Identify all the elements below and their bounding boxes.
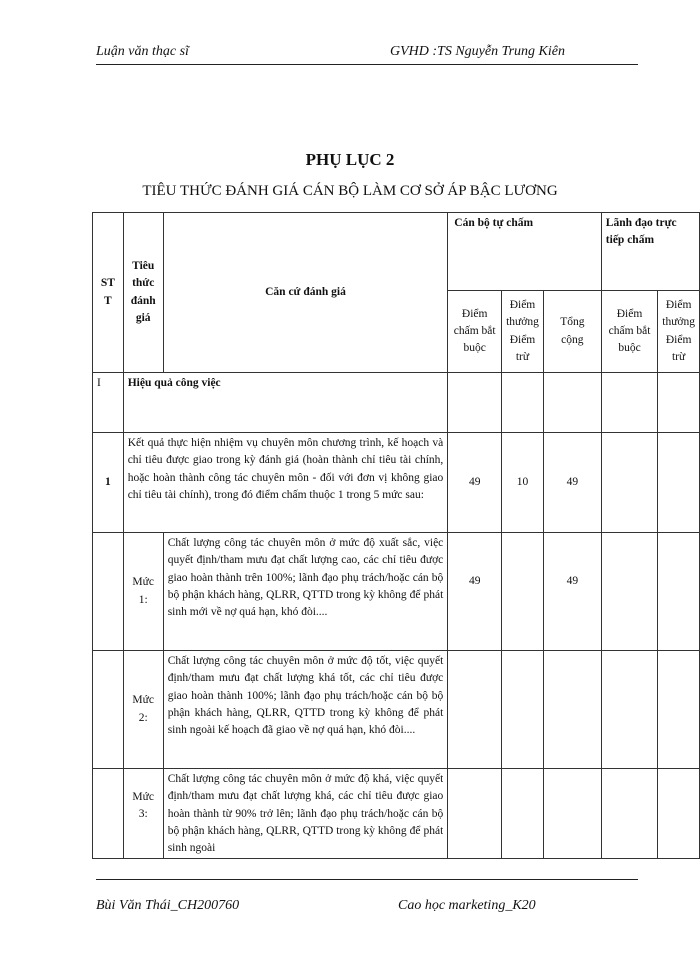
col-criteria-header: Tiêu thức đánh giá	[123, 213, 163, 373]
sub-leader-bonus-penalty: Điểm thưởng Điểm trừ	[658, 291, 700, 373]
level-total-score	[543, 651, 601, 769]
table-row	[93, 433, 700, 533]
level-label: Mức 3:	[123, 769, 163, 859]
empty-cell	[502, 373, 544, 433]
sub-mandatory-score: Điểm chấm bắt buộc	[448, 291, 502, 373]
empty-cell	[93, 651, 124, 769]
level-mandatory-score: 49	[448, 533, 502, 651]
empty-cell	[658, 533, 700, 651]
level-label: Mức 1:	[123, 533, 163, 651]
row-total-score: 49	[543, 433, 601, 533]
empty-cell	[601, 433, 657, 533]
header-thesis-label: Luận văn thạc sĩ	[96, 44, 189, 59]
empty-cell	[601, 651, 657, 769]
empty-cell	[448, 373, 502, 433]
col-stt-header: ST T	[93, 213, 124, 373]
row-number: 1	[93, 433, 124, 533]
row-basis-text: Kết quả thực hiện nhiệm vụ chuyên môn chương trình, kế hoạch và chỉ tiêu được giao trong kỳ đánh giá (hoàn thành chỉ tiêu tài chính, hoặc hoàn thành công tác chuyên môn - đối với đơn vị không giao chỉ tiêu tài chính), trong đó điểm chấm thuộc 1 trong 5 mức sau:	[123, 433, 448, 533]
level-text: Chất lượng công tác chuyên môn ở mức độ xuất sắc, việc quyết định/tham mưu đạt chất lượng cao, các chỉ tiêu được giao hoàn thành trên 100%; lãnh đạo phụ trách/hoặc cán bộ bộ phận khách hàng, QLRR, QTTD trong kỳ không để phát sinh mới về nợ quá hạn, khó đòi....	[163, 533, 448, 651]
col-basis-header: Căn cứ đánh giá	[163, 213, 448, 373]
header-advisor: GVHD :TS Nguyễn Trung Kiên	[390, 44, 565, 59]
level-bonus-score	[502, 533, 544, 651]
leader-score-group-header: Lãnh đạo trực tiếp chấm	[601, 213, 699, 291]
empty-cell	[93, 533, 124, 651]
empty-cell	[601, 769, 657, 859]
table-row	[93, 769, 700, 859]
page-subtitle: TIÊU THỨC ĐÁNH GIÁ CÁN BỘ LÀM CƠ SỞ ÁP BẬC LƯƠNG	[142, 183, 558, 199]
level-mandatory-score	[448, 651, 502, 769]
empty-cell	[601, 533, 657, 651]
level-bonus-score	[502, 769, 544, 859]
row-bonus-score: 10	[502, 433, 544, 533]
level-text-clip: Chất lượng công tác chuyên môn ở mức độ khá, việc quyết định/tham mưu đạt chất lượng khá, các chỉ tiêu được giao hoàn thành từ 90% trở lên; lãnh đạo phụ trách/hoặc cán bộ bộ phận khách hàng, QLRR, QTTD trong kỳ không để phát sinh ngoài	[167, 773, 444, 854]
footer-rule	[96, 879, 638, 880]
self-score-group-header: Cán bộ tự chấm	[448, 213, 602, 291]
empty-cell	[658, 373, 700, 433]
sub-leader-mandatory-score: Điểm chấm bắt buộc	[601, 291, 657, 373]
empty-cell	[658, 433, 700, 533]
empty-cell	[658, 769, 700, 859]
evaluation-table	[92, 212, 700, 859]
table-row	[93, 533, 700, 651]
row-mandatory-score: 49	[448, 433, 502, 533]
level-label: Mức 2:	[123, 651, 163, 769]
footer-author: Bùi Văn Thái_CH200760	[96, 898, 240, 913]
empty-cell	[93, 769, 124, 859]
sub-bonus-penalty: Điểm thưởng Điểm trừ	[502, 291, 544, 373]
section-number: I	[93, 373, 124, 433]
empty-cell	[658, 651, 700, 769]
empty-cell	[601, 373, 657, 433]
level-text	[163, 769, 448, 859]
section-label: Hiệu quả công việc	[123, 373, 448, 433]
level-mandatory-score	[448, 769, 502, 859]
sub-total: Tổng cộng	[543, 291, 601, 373]
empty-cell	[543, 373, 601, 433]
header-rule	[96, 64, 638, 65]
level-total-score: 49	[543, 533, 601, 651]
page-title: PHỤ LỤC 2	[305, 150, 395, 169]
level-total-score	[543, 769, 601, 859]
level-text: Chất lượng công tác chuyên môn ở mức độ tốt, việc quyết định/tham mưu đạt chất lượng khá tốt, các chỉ tiêu được giao hoàn thành 100%; lãnh đạo phụ trách/hoặc cán bộ bộ phận khách hàng, QLRR, QTTD trong kỳ không để phát sinh ngoài kế hoạch đã giao về nợ quá hạn, khó đòi....	[163, 651, 448, 769]
level-bonus-score	[502, 651, 544, 769]
table-row	[93, 651, 700, 769]
table-row	[93, 373, 700, 433]
footer-program: Cao học marketing_K20	[398, 898, 536, 913]
